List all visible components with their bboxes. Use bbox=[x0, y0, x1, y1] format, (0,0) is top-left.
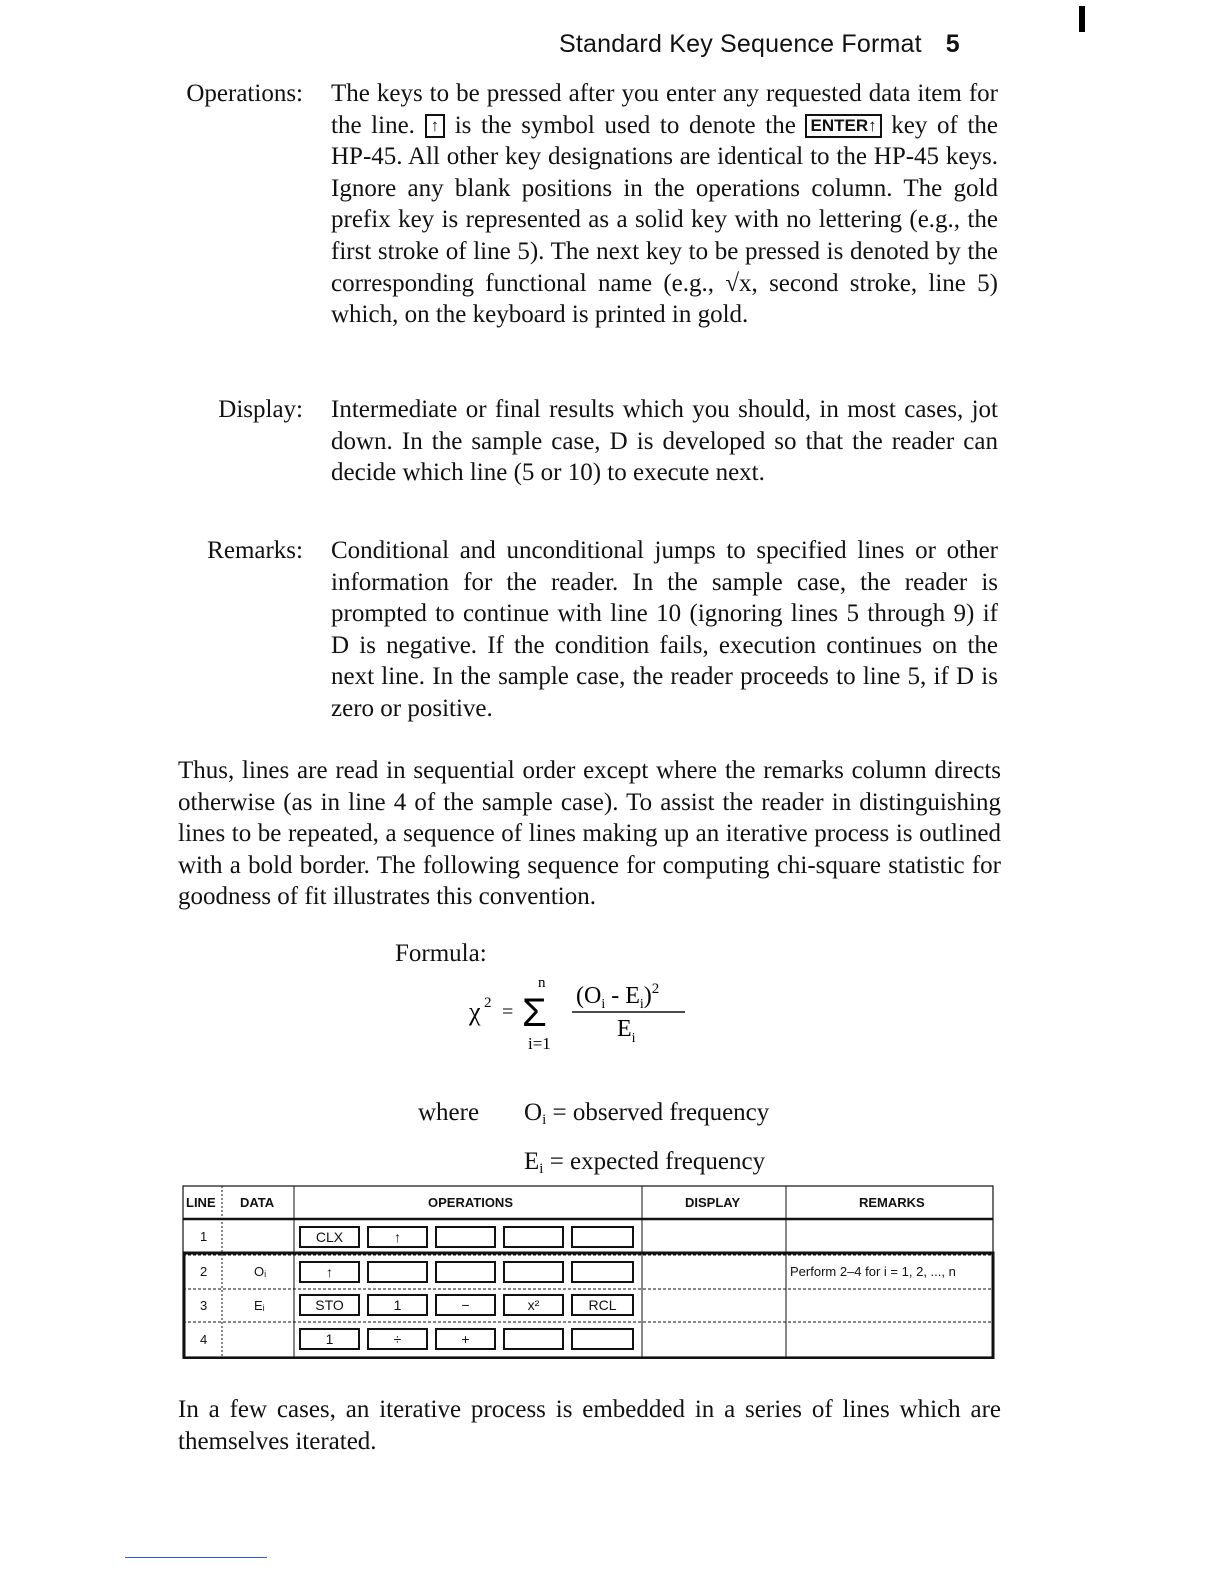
formula-label: Formula: bbox=[395, 940, 487, 967]
term-text: key of the HP-45. All other key designations are identical to the HP-45 keys. Ignore any blank positions in the operations column. The gold prefix key is represented as a solid key with no lettering (e.g., the first stroke of line 5). The next key to be pressed is denoted by the corresponding functional name (e.g., √x, second stroke, line 5) which, on the keyboard is printed in gold. bbox=[331, 111, 998, 329]
row-key: ÷ bbox=[367, 1328, 428, 1350]
header-display: DISPLAY bbox=[685, 1195, 741, 1210]
term-label: Display: bbox=[218, 396, 303, 423]
row-key bbox=[435, 1226, 496, 1248]
formula-sigma: Σ bbox=[522, 991, 547, 1035]
enter-key-symbol: ENTER↑ bbox=[805, 114, 881, 138]
row-line-number: 1 bbox=[200, 1229, 208, 1244]
margin-mark bbox=[1079, 6, 1085, 32]
term-text: The keys to be pressed after you enter any requested data item for the line. bbox=[331, 80, 998, 139]
definition-observed: $O_i$ = observed frequency bbox=[524, 1099, 770, 1128]
paragraph-nested-iteration: In a few cases, an iterative process is embedded in a series of lines which are themselves iterated. bbox=[178, 1396, 1001, 1455]
term-body bbox=[331, 78, 998, 331]
page-header bbox=[559, 30, 960, 59]
header-remarks: REMARKS bbox=[859, 1195, 925, 1210]
row-key bbox=[435, 1261, 496, 1283]
key-sequence-table bbox=[182, 1185, 995, 1359]
chi-square-formula bbox=[465, 970, 705, 1060]
row-key: − bbox=[435, 1294, 496, 1316]
row-key: ↑ bbox=[367, 1226, 428, 1248]
header-line: LINE bbox=[186, 1195, 216, 1210]
row-key bbox=[503, 1328, 564, 1350]
row-remarks: Perform 2–4 for i = 1, 2, ..., n bbox=[790, 1264, 956, 1279]
row-key bbox=[571, 1328, 634, 1350]
header-title: Standard Key Sequence Format bbox=[559, 30, 922, 58]
row-key bbox=[571, 1226, 634, 1248]
term-body: Conditional and unconditional jumps to specified lines or other information for the reader. In the sample case, the reader is prompted to continue with line 10 (ignoring lines 5 through 9) if D is negative. If the condition fails, execution continues on the next line. In the sample case, the reader proceeds to line 5, if D is zero or positive. bbox=[331, 537, 998, 722]
row-key bbox=[503, 1261, 564, 1283]
where-label: where bbox=[418, 1099, 480, 1126]
row-line-number: 3 bbox=[200, 1298, 208, 1313]
page-number: 5 bbox=[945, 30, 960, 58]
formula-lhs-sup: 2 bbox=[484, 995, 492, 1011]
formula-lhs: χ bbox=[469, 997, 481, 1026]
row-key: 1 bbox=[299, 1328, 360, 1350]
formula-upper: n bbox=[538, 975, 546, 991]
formula-lower: i=1 bbox=[528, 1034, 551, 1053]
row-data: Oᵢ bbox=[254, 1264, 267, 1279]
definition-expected: $E_i$ = expected frequency bbox=[524, 1148, 766, 1177]
row-key: ↑ bbox=[299, 1261, 360, 1283]
formula-denominator: $E_i$ bbox=[617, 1016, 636, 1046]
formula-equals: = bbox=[502, 1001, 514, 1023]
row-key: x² bbox=[503, 1294, 564, 1316]
row-key: RCL bbox=[571, 1294, 634, 1316]
paragraph-convention: Thus, lines are read in sequential order except where the remarks column directs otherwise (as in line 4 of the sample case). To assist the reader in distinguishing lines to be repeated, a sequence of lines making up an iterative process is outlined with a bold border. The following sequence for computing chi-square statistic for goodness of fit illustrates this convention. bbox=[178, 757, 1001, 910]
row-key: STO bbox=[299, 1294, 360, 1316]
term-text: is the symbol used to denote the bbox=[454, 111, 796, 139]
row-key: + bbox=[435, 1328, 496, 1350]
enter-arrow-key-symbol: ↑ bbox=[425, 114, 446, 138]
term-body: Intermediate or final results which you should, in most cases, jot down. In the sample case, D is developed so that the reader can decide which line (5 or 10) to execute next. bbox=[331, 396, 998, 487]
row-key bbox=[571, 1261, 634, 1283]
footer-rule bbox=[125, 1557, 267, 1558]
row-line-number: 4 bbox=[200, 1332, 208, 1347]
where-definitions bbox=[524, 1092, 769, 1190]
row-data: Eᵢ bbox=[254, 1298, 265, 1313]
row-key bbox=[503, 1226, 564, 1248]
header-data: DATA bbox=[240, 1195, 275, 1210]
row-key: 1 bbox=[367, 1294, 428, 1316]
row-key bbox=[367, 1261, 428, 1283]
term-label: Operations: bbox=[186, 80, 303, 107]
row-line-number: 2 bbox=[200, 1264, 208, 1279]
header-operations: OPERATIONS bbox=[428, 1195, 513, 1210]
formula-numerator: $(O_i - E_i)^2$ bbox=[576, 981, 660, 1012]
term-label: Remarks: bbox=[207, 537, 303, 564]
row-key: CLX bbox=[299, 1226, 360, 1248]
